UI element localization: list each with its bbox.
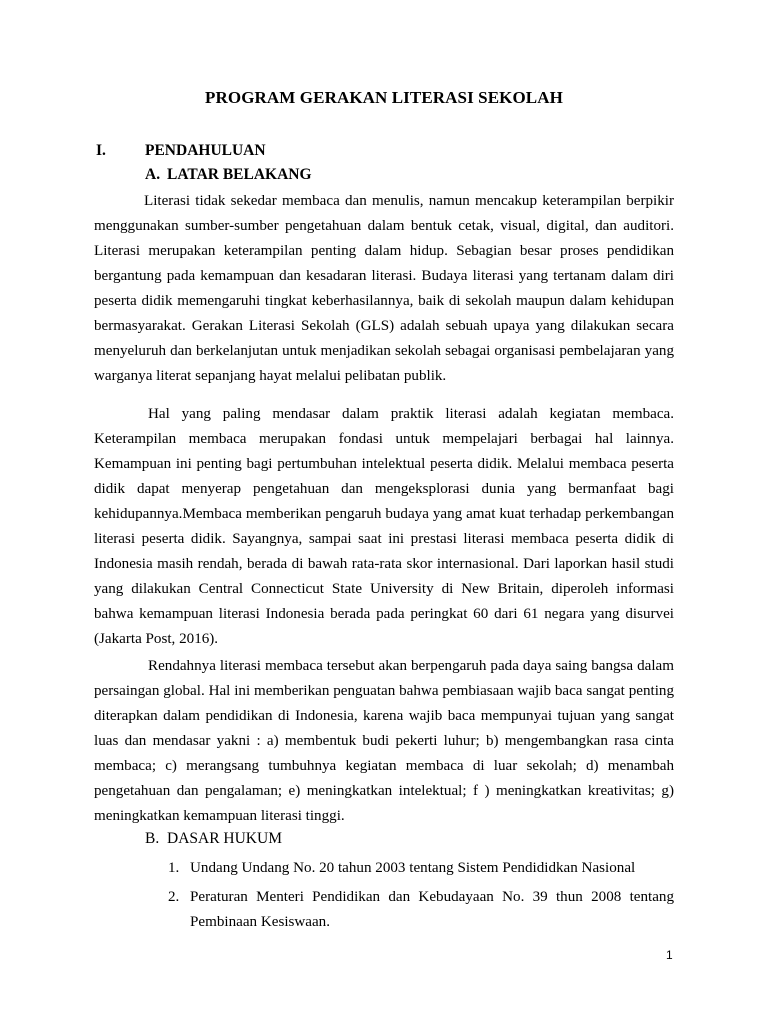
list-item-number: 1. bbox=[168, 860, 180, 876]
legal-basis-list bbox=[168, 856, 674, 939]
page-number: 1 bbox=[666, 948, 673, 962]
subsection-a-heading bbox=[145, 166, 312, 184]
subsection-a-title: LATAR BELAKANG bbox=[167, 166, 312, 183]
list-item-text: Peraturan Menteri Pendidikan dan Kebudayaan No. 39 thun 2008 tentang Pembinaan Kesiswaan. bbox=[190, 889, 674, 930]
list-item-number: 2. bbox=[168, 889, 180, 905]
subsection-a-letter: A. bbox=[145, 166, 161, 183]
paragraph-1: Literasi tidak sekedar membaca dan menulis, namun mencakup keterampilan berpikir menggunakan sumber-sumber pengetahuan dalam bentuk cetak, visual, digital, dan auditori. Literasi merupakan keterampilan penting dalam hidup. Sebagian besar proses pendidikan bergantung pada kemampuan dan kesadaran literasi. Budaya literasi yang tertanam dalam diri peserta didik memengaruhi tingkat keberhasilannya, baik di sekolah maupun dalam kehidupan bermasyarakat. Gerakan Literasi Sekolah (GLS) adalah sebuah upaya yang dilakukan secara menyeluruh dan berkelanjutan untuk menjadikan sekolah sebagai organisasi pembelajaran yang warganya literat sepanjang hayat melalui pelibatan publik. bbox=[94, 193, 674, 384]
section-title: PENDAHULUAN bbox=[145, 142, 266, 159]
subsection-b-letter: B. bbox=[145, 830, 160, 847]
section-number: I. bbox=[96, 142, 106, 159]
list-item bbox=[168, 885, 674, 935]
paragraph-3: Rendahnya literasi membaca tersebut akan berpengaruh pada daya saing bangsa dalam persaingan global. Hal ini memberikan penguatan bahwa pembiasaan wajib baca sangat penting diterapkan dalam pendidikan di Indonesia, karena wajib baca mempunyai tujuan yang sangat luas dan mendasar yakni : a) membentuk budi pekerti luhur; b) mengembangkan rasa cinta membaca; c) merangsang tumbuhnya kegiatan membaca di luar sekolah; d) menambah pengetahuan dan pengalaman; e) meningkatkan intelektual; f ) meningkatkan kreativitas; g) meningkatkan kemampuan literasi tinggi. bbox=[94, 658, 674, 824]
paragraph-2: Hal yang paling mendasar dalam praktik literasi adalah kegiatan membaca. Keterampilan membaca merupakan fondasi untuk mempelajari berbagai hal lainnya. Kemampuan ini penting bagi pertumbuhan intelektual peserta didik. Melalui membaca peserta didik dapat menyerap pengetahuan dan mengeksplorasi dunia yang bermanfaat bagi kehidupannya.Membaca memberikan pengaruh budaya yang amat kuat terhadap perkembangan literasi peserta didik. Sayangnya, sampai saat ini prestasi literasi membaca peserta didik di Indonesia masih rendah, berada di bawah rata-rata skor internasional. Dari laporkan hasil studi yang dilakukan Central Connecticut State University di New Britain, diperoleh informasi bahwa kemampuan literasi Indonesia berada pada peringkat 60 dari 61 negara yang disurvei (Jakarta Post, 2016). bbox=[94, 406, 674, 647]
document-title: PROGRAM GERAKAN LITERASI SEKOLAH bbox=[205, 88, 563, 107]
list-item bbox=[168, 856, 674, 881]
list-item-text: Undang Undang No. 20 tahun 2003 tentang Sistem Pendididkan Nasional bbox=[190, 860, 636, 876]
subsection-b-title: DASAR HUKUM bbox=[167, 830, 282, 847]
subsection-b-heading bbox=[145, 830, 282, 848]
